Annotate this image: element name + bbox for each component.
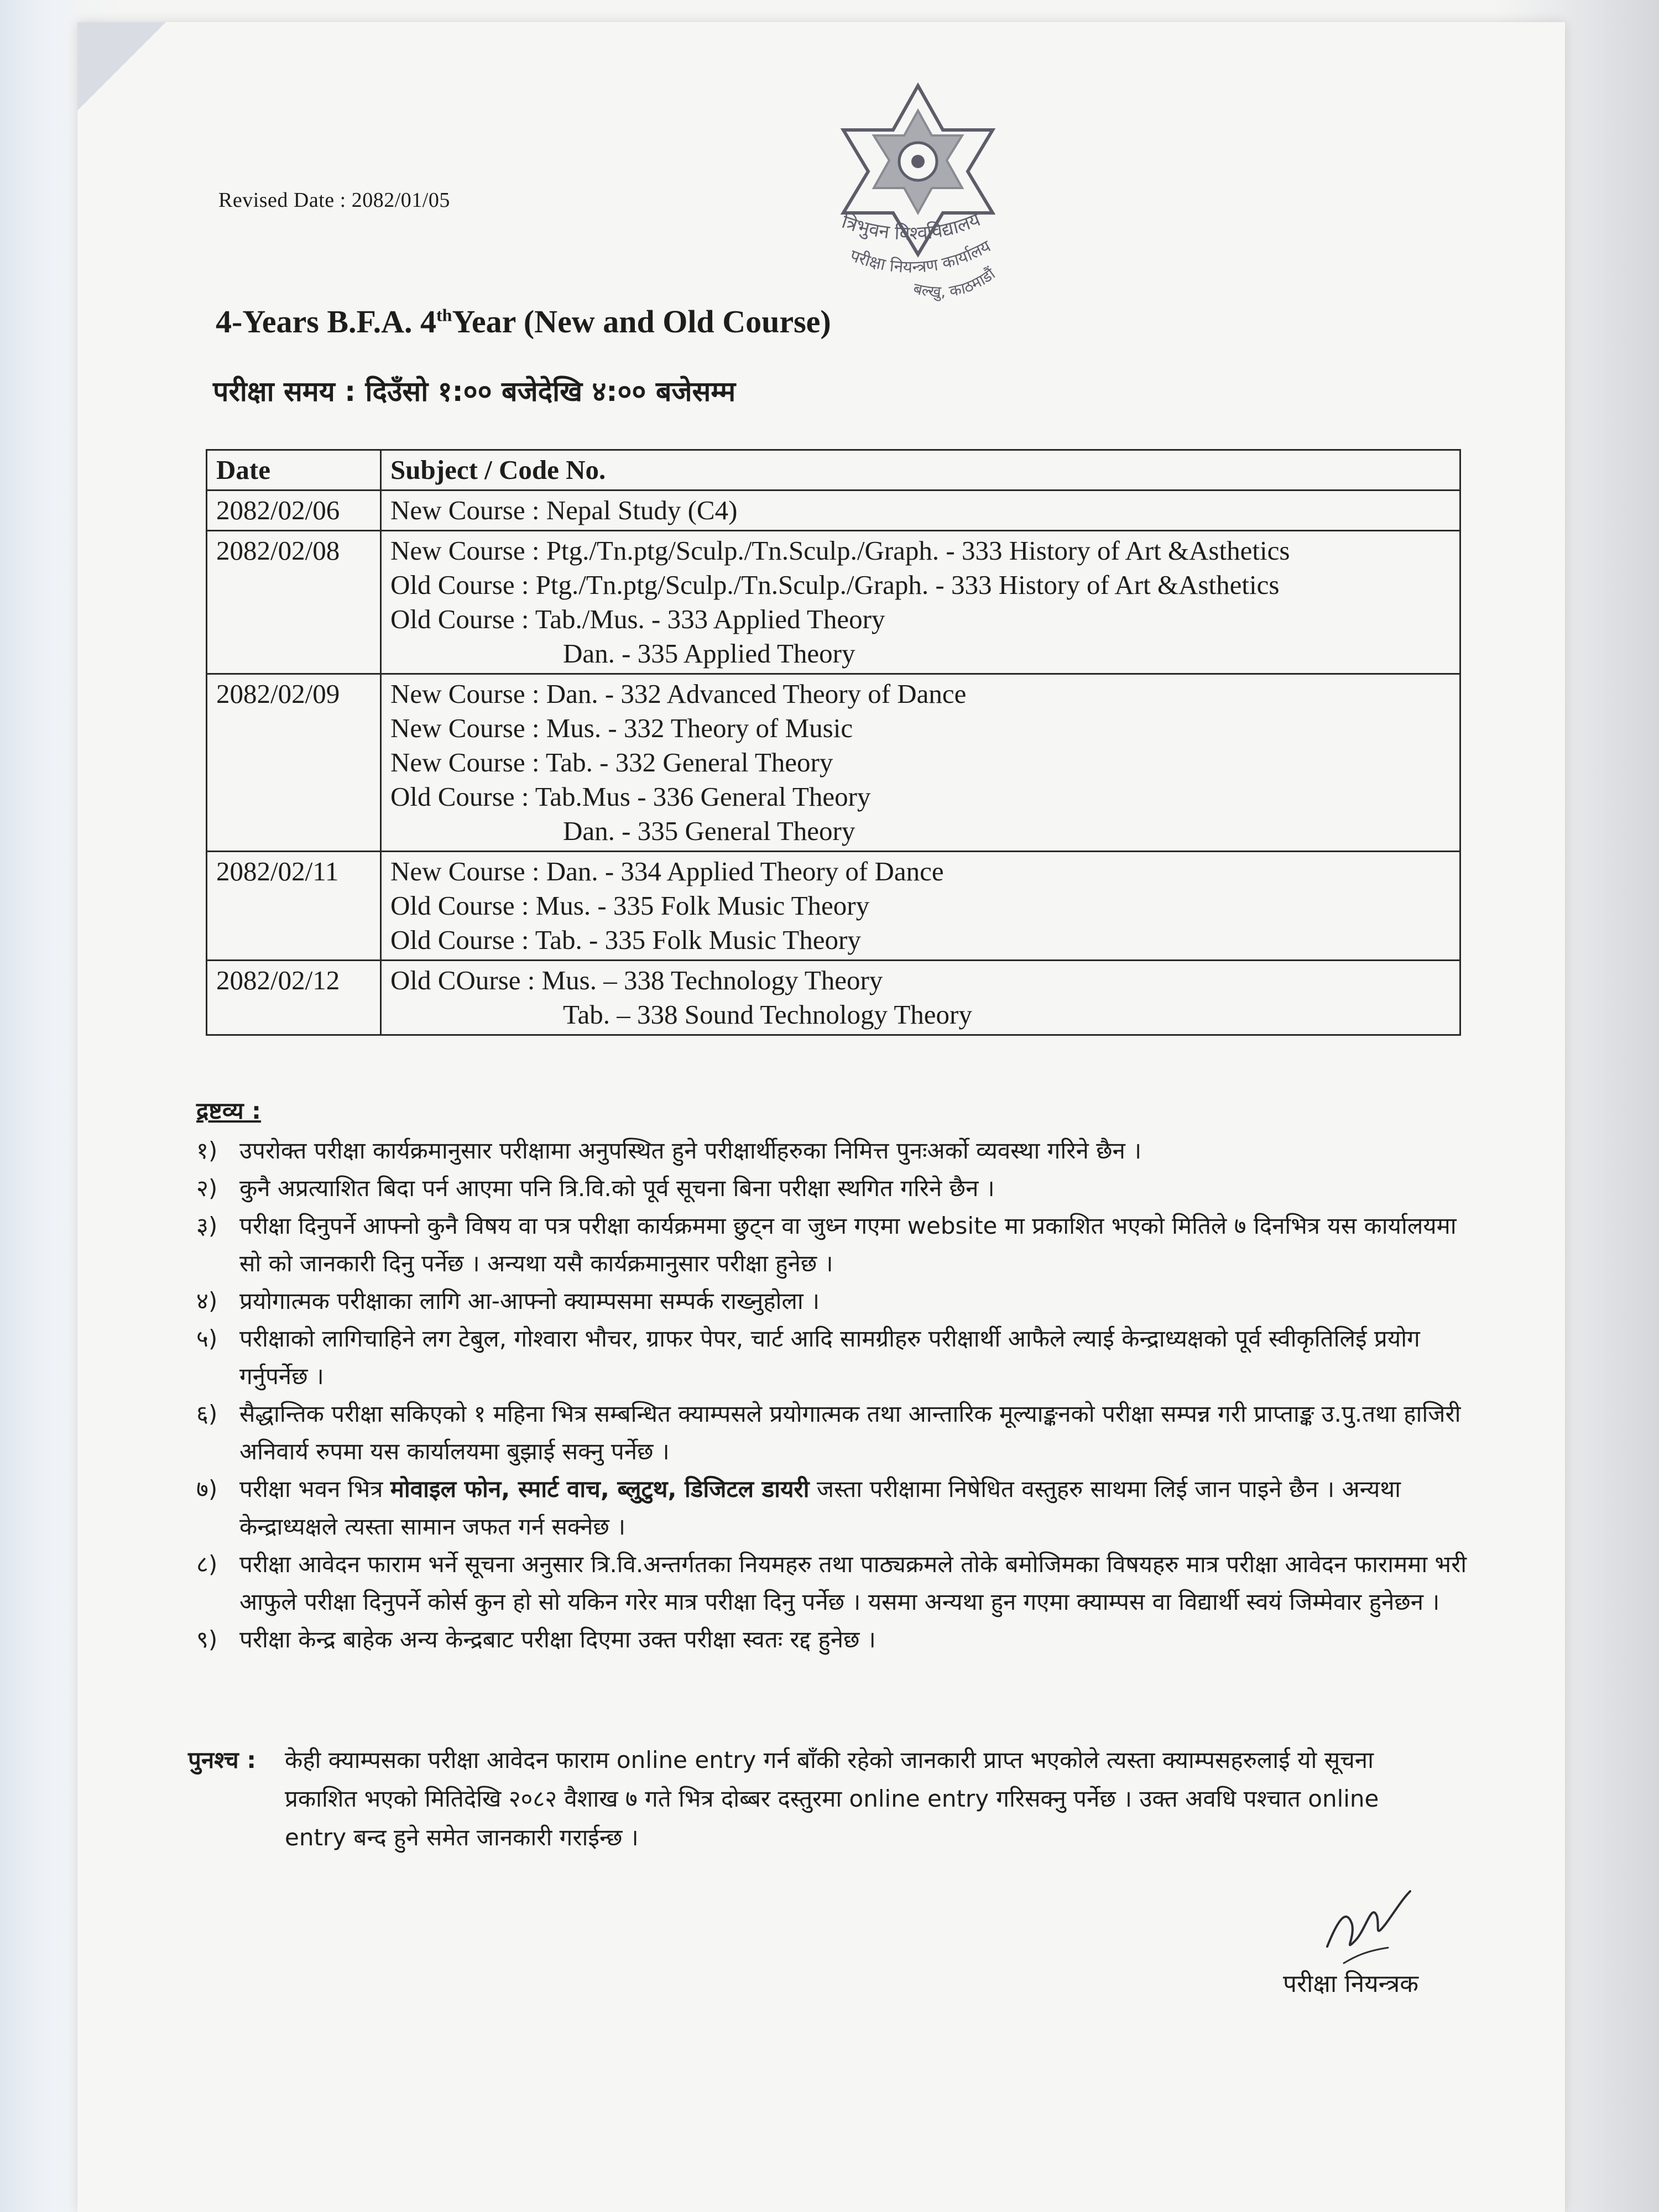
note-text: परीक्षा दिनुपर्ने आफ्नो कुनै विषय वा पत्र परीक्षा कार्यक्रममा छुट्न वा जुध्न गएमा website मा प्रकाशित भएको मितिले ७ दिनभित्र यस कार्यालयमा सो को जानकारी दिनु पर्नेछ । अन्यथा यसै कार्यक्रमानुसार परीक्षा हुनेछ ।	[239, 1212, 1457, 1277]
note-text: परीक्षा आवेदन फाराम भर्ने सूचना अनुसार त्रि.वि.अन्तर्गतका नियमहरु तथा पाठ्यक्रमले तोके बमोजिमका विषयहरु मात्र परीक्षा आवेदन फाराममा भरी आफुले परीक्षा दिनुपर्ने कोर्स कुन हो सो यकिन गरेर मात्र परीक्षा दिनु पर्नेछ । यसमा अन्यथा हुन गएमा क्याम्पस वा विद्यार्थी स्वयं जिम्मेवार हुनेछन ।	[239, 1551, 1467, 1615]
notes-list	[196, 1132, 1468, 1658]
university-seal	[830, 77, 1062, 326]
subject-line: New Course : Dan. - 332 Advanced Theory of Dance	[390, 679, 967, 709]
note-text	[239, 1470, 1468, 1546]
row-date: 2082/02/12	[207, 961, 381, 1035]
table-row	[207, 491, 1460, 531]
notes-heading: द्रष्टव्य :	[196, 1097, 261, 1124]
revised-date: Revised Date : 2082/01/05	[218, 189, 450, 212]
note-number: ७)	[196, 1475, 218, 1503]
signature	[1322, 1886, 1416, 1969]
title-suffix: Year (New and Old Course)	[452, 304, 831, 340]
table-row	[207, 852, 1460, 961]
note-number: १)	[196, 1137, 218, 1164]
note-text-emphasis: मोवाइल फोन, स्मार्ट वाच, ब्लुटुथ, डिजिटल डायरी	[390, 1475, 810, 1503]
row-subjects	[381, 491, 1460, 531]
note-text: सैद्धान्तिक परीक्षा सकिएको १ महिना भित्र सम्बन्धित क्याम्पसले प्रयोगात्मक तथा आन्तारिक मूल्याङ्कनको परीक्षा सम्पन्न गरी प्राप्ताङ्क उ.पु.तथा हाजिरी अनिवार्य रुपमा यस कार्यालयमा बुझाई सक्नु पर्नेछ ।	[239, 1400, 1461, 1465]
controller-title: परीक्षा नियन्त्रक	[1283, 1970, 1419, 1998]
row-subjects	[381, 674, 1460, 852]
note-item	[196, 1621, 1468, 1658]
row-date: 2082/02/08	[207, 531, 381, 674]
subject-line: Old Course : Tab. - 335 Folk Music Theory	[390, 925, 861, 955]
note-item	[196, 1170, 1468, 1207]
subject-line: Tab. – 338 Sound Technology Theory	[563, 999, 972, 1030]
table-body	[207, 491, 1460, 1035]
note-number: ९)	[196, 1626, 218, 1653]
seal-text-line-2: परीक्षा नियन्त्रण कार्यालय	[847, 236, 994, 277]
column-header-date: Date	[207, 450, 381, 491]
note-item	[196, 1207, 1468, 1282]
table-row	[207, 961, 1460, 1035]
subject-line: New Course : Tab. - 332 General Theory	[390, 747, 833, 778]
postscript-text: केही क्याम्पसका परीक्षा आवेदन फाराम online entry गर्न बाँकी रहेको जानकारी प्राप्त भएकोले त्यस्ता क्याम्पसहरुलाई यो सूचना प्रकाशित भएको मितिदेखि २०८२ वैशाख ७ गते भित्र दोब्बर दस्तुरमा online entry गरिसक्नु पर्नेछ । उक्त अवधि पश्चात online entry बन्द हुने समेत जानकारी गराईन्छ ।	[285, 1746, 1379, 1851]
table-row	[207, 674, 1460, 852]
row-subjects	[381, 961, 1460, 1035]
page-fold-corner	[77, 22, 166, 111]
row-subjects	[381, 852, 1460, 961]
seal-text-line-1: त्रिभुवन विश्वविद्यालय	[839, 208, 984, 245]
row-date: 2082/02/11	[207, 852, 381, 961]
note-item	[196, 1470, 1468, 1546]
exam-schedule-table	[206, 449, 1461, 1036]
subject-line: New Course : Mus. - 332 Theory of Music	[390, 713, 853, 743]
subject-line: Old Course : Ptg./Tn.ptg/Sculp./Tn.Sculp./Graph. - 333 History of Art &Asthetics	[390, 570, 1280, 600]
subject-line: New Course : Ptg./Tn.ptg/Sculp./Tn.Sculp./Graph. - 333 History of Art &Asthetics	[390, 535, 1290, 566]
note-text: उपरोक्त परीक्षा कार्यक्रमानुसार परीक्षामा अनुपस्थित हुने परीक्षार्थीहरुका निमित्त पुनःअर्को व्यवस्था गरिने छैन ।	[239, 1137, 1142, 1164]
subject-line: Old Course : Mus. - 335 Folk Music Theory	[390, 890, 870, 921]
table-row	[207, 531, 1460, 674]
page-title	[216, 303, 831, 340]
subject-line: New Course : Nepal Study (C4)	[390, 495, 738, 525]
postscript-label: पुनश्च :	[188, 1746, 257, 1773]
note-number: ८)	[196, 1551, 218, 1578]
exam-time: परीक्षा समय : दिउँसो १:०० बजेदेखि ४:०० बजेसम्म	[213, 375, 736, 408]
note-item	[196, 1132, 1468, 1170]
row-subjects	[381, 531, 1460, 674]
note-text: परीक्षाको लागिचाहिने लग टेबुल, गोश्वारा भौचर, ग्राफर पेपर, चार्ट आदि सामग्रीहरु परीक्षार्थी आफैले ल्याई केन्द्राध्यक्षको पूर्व स्वीकृतिलिई प्रयोग गर्नुपर्नेछ ।	[239, 1325, 1420, 1390]
note-number: ५)	[196, 1325, 218, 1352]
row-date: 2082/02/09	[207, 674, 381, 852]
title-prefix: 4-Years B.F.A. 4	[216, 304, 437, 340]
subject-line: New Course : Dan. - 334 Applied Theory of Dance	[390, 856, 944, 886]
title-superscript: th	[436, 305, 452, 325]
note-text: कुनै अप्रत्याशित बिदा पर्न आएमा पनि त्रि.वि.को पूर्व सूचना बिना परीक्षा स्थगित गरिने छैन ।	[239, 1175, 995, 1202]
subject-line: Dan. - 335 Applied Theory	[563, 638, 855, 669]
note-item	[196, 1282, 1468, 1320]
note-item	[196, 1395, 1468, 1470]
note-item	[196, 1546, 1468, 1621]
note-text-after: जस्ता परीक्षामा निषेधित वस्तुहरु साथमा लिई जान पाइने छैन । अन्यथा केन्द्राध्यक्षले त्यस्ता सामान जफत गर्न सक्नेछ ।	[239, 1475, 1401, 1540]
column-header-subject: Subject / Code No.	[381, 450, 1460, 491]
subject-line: Old Course : Tab.Mus - 336 General Theory	[390, 781, 871, 812]
postscript	[188, 1741, 1405, 1857]
row-date: 2082/02/06	[207, 491, 381, 531]
seal-text-line-3: बल्खु, काठमाडौं	[911, 264, 999, 301]
note-number: ३)	[196, 1212, 218, 1239]
note-item	[196, 1320, 1468, 1395]
note-number: २)	[196, 1175, 218, 1202]
subject-line: Old COurse : Mus. – 338 Technology Theory	[390, 965, 883, 995]
note-number: ६)	[196, 1400, 218, 1427]
subject-line: Old Course : Tab./Mus. - 333 Applied Theory	[390, 604, 885, 634]
table-header-row	[207, 450, 1460, 491]
note-text: परीक्षा केन्द्र बाहेक अन्य केन्द्रबाट परीक्षा दिएमा उक्त परीक्षा स्वतः रद्द हुनेछ ।	[239, 1626, 876, 1653]
note-number: ४)	[196, 1287, 218, 1314]
notes-section	[196, 1092, 1468, 1658]
subject-line: Dan. - 335 General Theory	[563, 816, 855, 846]
note-text-before: परीक्षा भवन भित्र	[239, 1475, 390, 1503]
note-text: प्रयोगात्मक परीक्षाका लागि आ-आफ्नो क्याम्पसमा सम्पर्क राख्नुहोला ।	[239, 1287, 820, 1314]
